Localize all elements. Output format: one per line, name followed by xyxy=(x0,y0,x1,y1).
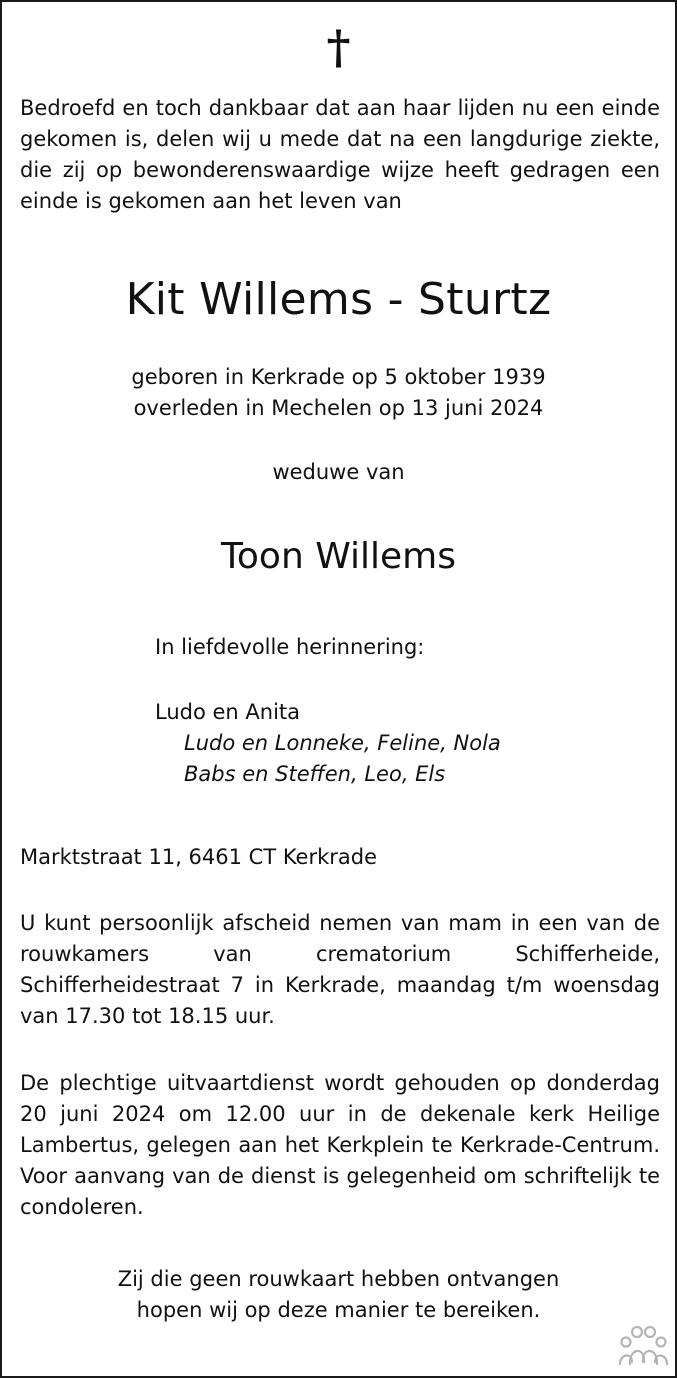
closing-line-1: Zij die geen rouwkaart hebben ontvangen xyxy=(117,1267,560,1291)
service-paragraph: De plechtige uitvaartdienst wordt gehouden op donderdag 20 juni 2024 om 12.00 uur in de dekenale kerk Heilige Lambertus, gelegen aan het Kerkplein te Kerkrade-Centrum. Voor aanvang van de dienst is gelegenheid om schriftelijk te condoleren. xyxy=(20,1071,660,1219)
people-group-icon xyxy=(617,1318,669,1368)
memory-label: In liefdevolle herinnering: xyxy=(155,635,425,659)
farewell-paragraph: U kunt persoonlijk afscheid nemen van mam in een van de rouwkamers van crematorium Schifferheide, Schifferheidestraat 7 in Kerkrade, maandag t/m woensdag van 17.30 tot 18.15 uur. xyxy=(20,911,660,1028)
dates xyxy=(0,362,677,424)
death-line: overleden in Mechelen op 13 juni 2024 xyxy=(133,396,544,420)
closing-line-2: hopen wij op deze manier te bereiken. xyxy=(136,1298,541,1322)
deceased-name: Kit Willems - Sturtz xyxy=(125,274,552,325)
spouse-name: Toon Willems xyxy=(221,536,456,577)
family-grandchildren-2: Babs en Steffen, Leo, Els xyxy=(184,762,446,786)
closing-text xyxy=(0,1264,677,1326)
birth-line: geboren in Kerkrade op 5 oktober 1939 xyxy=(131,365,546,389)
address: Marktstraat 11, 6461 CT Kerkrade xyxy=(20,845,378,869)
widow-of-label: weduwe van xyxy=(272,460,405,484)
family-children: Ludo en Anita xyxy=(155,700,301,724)
family-grandchildren-1: Ludo en Lonneke, Feline, Nola xyxy=(184,731,501,755)
cross-icon: † xyxy=(326,20,351,74)
intro-paragraph: Bedroefd en toch dankbaar dat aan haar lijden nu een einde gekomen is, delen wij u mede dat na een langdurige ziekte, die zij op bewonderenswaardige wijze heeft gedragen een einde is gekomen aan het leven van xyxy=(20,96,660,213)
